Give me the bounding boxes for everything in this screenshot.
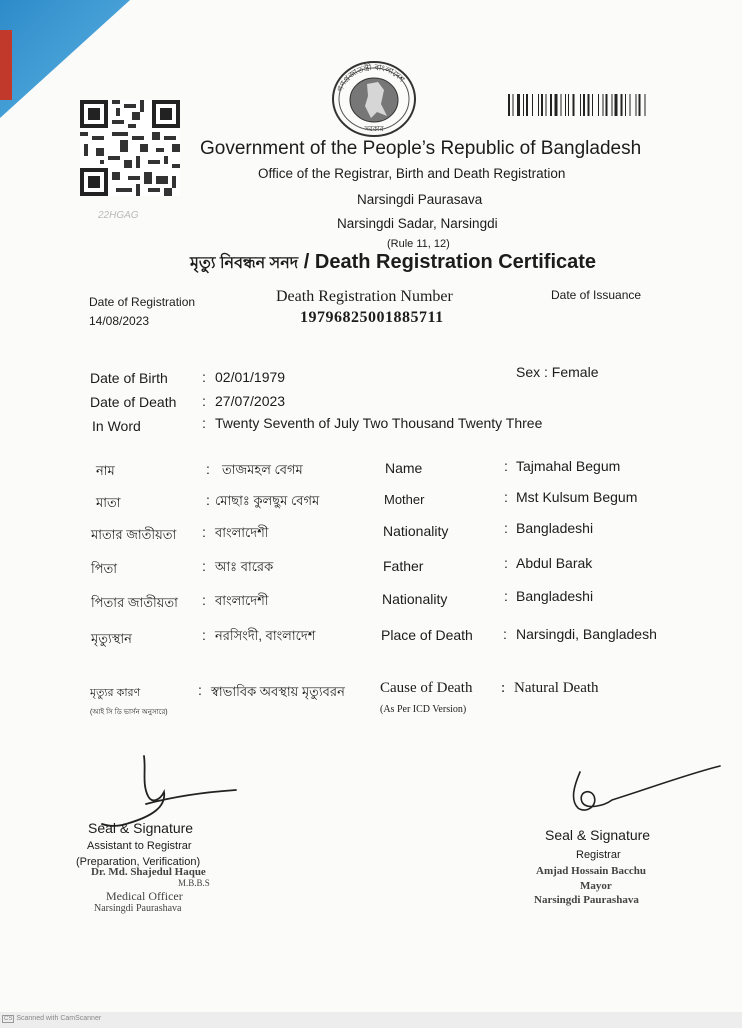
- birth-date-colon: :: [202, 369, 206, 385]
- en-value: Bangladeshi: [516, 520, 594, 536]
- cause-en-colon: :: [501, 680, 506, 696]
- red-folder-edge: [0, 30, 12, 100]
- location-title: Narsingdi Sadar, Narsingdi: [337, 216, 498, 231]
- rule-text: (Rule 11, 12): [387, 238, 450, 250]
- cause-bn-note: (আই সি ডি ভার্সন অনুসারে): [90, 709, 168, 716]
- faint-code: 22HGAG: [98, 210, 139, 221]
- left-stamp-degree: M.B.B.S: [178, 878, 210, 888]
- scan-footer-bar: [0, 1012, 742, 1028]
- bn-value: বাংলাদেশী: [215, 593, 269, 608]
- assistant-signature-icon: [86, 750, 246, 830]
- sex-text: Sex : Female: [516, 364, 599, 380]
- death-date-colon: :: [202, 393, 206, 409]
- en-colon: :: [503, 626, 507, 642]
- bn-value: বাংলাদেশী: [215, 525, 269, 540]
- bn-value: আঃ বারেক: [215, 559, 274, 574]
- cause-en-value: Natural Death: [514, 680, 599, 696]
- registration-date-value: 14/08/2023: [89, 314, 150, 328]
- en-value: Tajmahal Begum: [516, 458, 621, 474]
- cause-bn-colon: :: [198, 682, 202, 698]
- bn-colon: :: [202, 524, 206, 540]
- en-label: Mother: [384, 492, 425, 507]
- en-value: Abdul Barak: [516, 555, 593, 571]
- in-word-colon: :: [202, 415, 206, 431]
- death-date-label: Date of Death: [90, 394, 177, 410]
- en-colon: :: [504, 458, 508, 474]
- bn-label: মৃত্যুস্থান: [91, 631, 132, 646]
- right-stamp-office: Narsingdi Paurashava: [534, 894, 639, 906]
- bn-colon: :: [202, 558, 206, 574]
- cause-bn-value: স্বাভাবিক অবস্থায় মৃত্যুবরন: [211, 684, 345, 699]
- bn-colon: :: [202, 592, 206, 608]
- cause-en-label: Cause of Death: [380, 680, 473, 696]
- bn-colon: :: [206, 492, 210, 508]
- scanner-watermark: [2, 1015, 101, 1023]
- title-bengali: মৃত্যু নিবন্ধন সনদ: [190, 255, 299, 272]
- office-title: Office of the Registrar, Birth and Death Registration: [258, 166, 566, 181]
- seal-top-text: গণপ্রজাতন্ত্রী বাংলাদেশ: [335, 62, 407, 93]
- en-value: Bangladeshi: [516, 588, 594, 604]
- government-title: Government of the People’s Republic of Bangladesh: [200, 138, 642, 159]
- right-stamp-name: Amjad Hossain Bacchu: [536, 865, 647, 877]
- left-stamp-name: Dr. Md. Shajedul Haque: [91, 866, 206, 878]
- title-english: Death Registration Certificate: [314, 251, 597, 273]
- en-value: Narsingdi, Bangladesh: [516, 626, 657, 642]
- bn-value: নরসিংদী, বাংলাদেশ: [215, 628, 316, 643]
- title-separator: /: [298, 251, 315, 273]
- bn-colon: :: [202, 627, 206, 643]
- en-label: Nationality: [382, 591, 448, 607]
- registrar-signature-icon: [560, 760, 730, 820]
- registration-date-label: Date of Registration: [89, 295, 196, 309]
- left-signature-note: (Preparation, Verification): [76, 856, 201, 868]
- registration-number-value: 19796825001885711: [300, 309, 444, 326]
- cause-bn-label: মৃত্যুর কারণ: [90, 687, 141, 699]
- bn-label: পিতা: [91, 561, 118, 576]
- death-date-value: 27/07/2023: [215, 393, 286, 409]
- bn-label: পিতার জাতীয়তা: [91, 595, 178, 610]
- bn-label: নাম: [96, 463, 115, 478]
- right-signature-title: Seal & Signature: [545, 827, 651, 843]
- barcode-icon: [508, 94, 690, 116]
- en-label: Place of Death: [381, 627, 473, 643]
- left-stamp-office: Narsingdi Paurashava: [94, 903, 182, 914]
- bn-label: মাতার জাতীয়তা: [91, 527, 177, 542]
- en-label: Nationality: [383, 523, 449, 539]
- bn-colon: :: [206, 461, 210, 477]
- bn-label: মাতা: [96, 495, 121, 510]
- seal-bottom-text: সরকার: [364, 126, 384, 133]
- camscanner-logo-icon: CS: [4, 1016, 13, 1022]
- birth-date-label: Date of Birth: [90, 370, 168, 386]
- right-stamp-role: Mayor: [580, 880, 612, 892]
- left-stamp-role: Medical Officer: [106, 889, 183, 903]
- en-label: Father: [383, 558, 424, 574]
- paurasava-title: Narsingdi Paurasava: [357, 192, 483, 207]
- en-colon: :: [504, 520, 508, 536]
- en-colon: :: [504, 555, 508, 571]
- registration-number-label: Death Registration Number: [276, 288, 453, 305]
- qr-code-icon: [80, 100, 180, 196]
- birth-date-value: 02/01/1979: [215, 369, 286, 385]
- issuance-date-label: Date of Issuance: [551, 288, 642, 302]
- government-seal-icon: [331, 60, 417, 138]
- in-word-label: In Word: [92, 418, 141, 434]
- certificate-title: [190, 250, 596, 277]
- bn-value: তাজমহল বেগম: [222, 462, 303, 477]
- en-colon: :: [504, 588, 508, 604]
- left-signature-role: Assistant to Registrar: [87, 840, 192, 852]
- right-signature-role: Registrar: [576, 849, 621, 861]
- en-value: Mst Kulsum Begum: [516, 489, 638, 505]
- en-colon: :: [504, 489, 508, 505]
- scanner-text: Scanned with CamScanner: [16, 1015, 102, 1022]
- bn-value: মোছাঃ কুলছুম বেগম: [215, 493, 320, 508]
- in-word-value: Twenty Seventh of July Two Thousand Twenty Three: [215, 415, 543, 431]
- cause-en-note: (As Per ICD Version): [380, 704, 467, 715]
- en-label: Name: [385, 460, 423, 476]
- left-signature-title: Seal & Signature: [88, 820, 194, 836]
